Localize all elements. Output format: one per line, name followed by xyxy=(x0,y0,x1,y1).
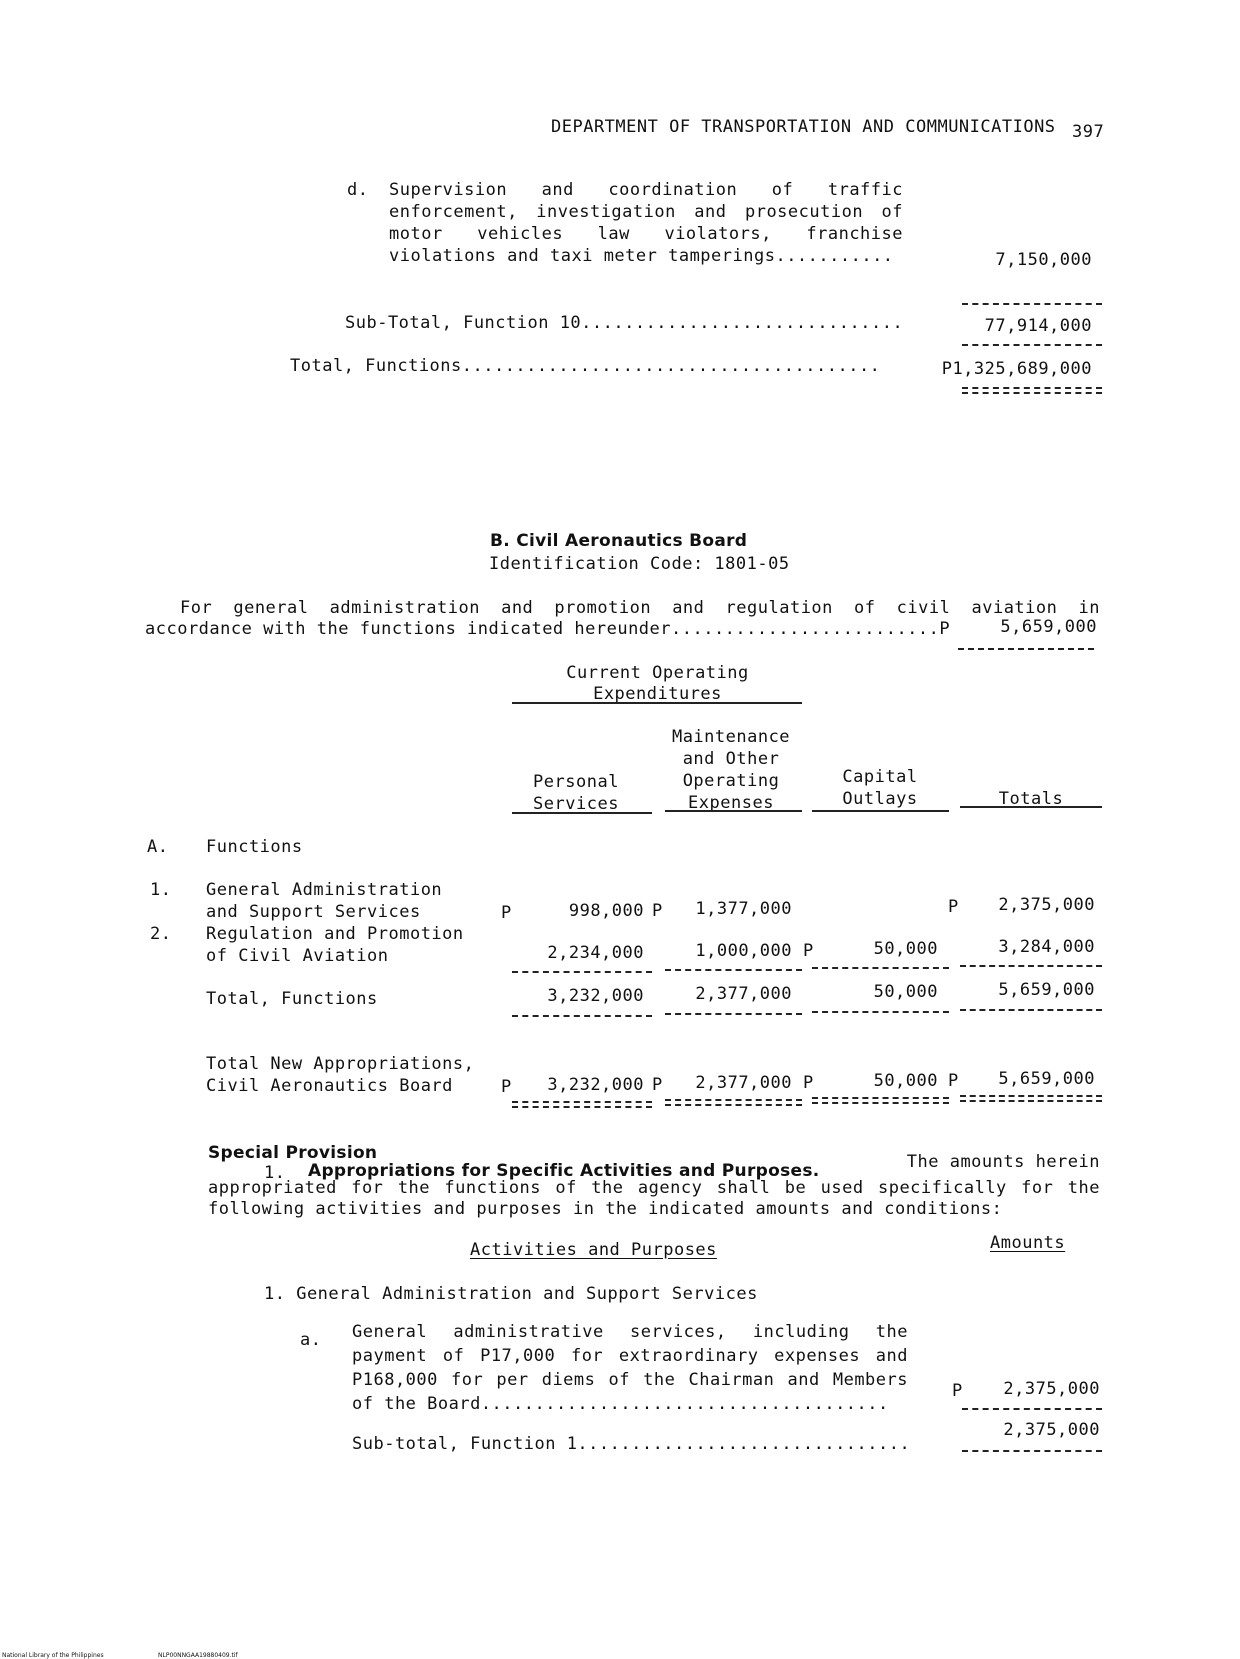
rule-dashed xyxy=(812,1011,949,1013)
total-functions-mooe: 2,377,000 xyxy=(695,984,792,1004)
item-d-line-2: enforcement, investigation and prosecution of xyxy=(389,202,903,222)
col-capital-line-1: Capital xyxy=(842,767,918,787)
total-new-label-2: Civil Aeronautics Board xyxy=(206,1076,453,1096)
total-functions-total: 5,659,000 xyxy=(998,980,1095,1000)
sp-item-a-line-3: P168,000 for per diems of the Chairman and Members xyxy=(352,1370,908,1390)
group-header-rule xyxy=(512,702,802,704)
rule-dashed xyxy=(958,648,1094,650)
rule-double xyxy=(962,387,1102,394)
rule-dashed xyxy=(960,965,1102,967)
sp-item-a-line-4: of the Board...................................... xyxy=(352,1394,889,1414)
section-b-code: Identification Code: 1801-05 xyxy=(489,554,790,574)
total-functions-amount: P1,325,689,000 xyxy=(941,359,1092,379)
item-d-line-1: Supervision and coordination of traffic xyxy=(389,180,903,200)
sp-item-a-amount: 2,375,000 xyxy=(1003,1379,1100,1399)
row-1-num: 1. xyxy=(150,880,172,900)
row-1-total: 2,375,000 xyxy=(998,895,1095,915)
col-mooe-line-3: Operating xyxy=(682,771,780,791)
group-header-line-2: Expenditures xyxy=(593,684,722,704)
item-d-line-3: motor vehicles law violators, franchise xyxy=(389,224,903,244)
rule-dashed xyxy=(812,967,949,969)
total-new-total-p: P xyxy=(948,1071,959,1091)
special-provision-line-3: following activities and purposes in the indicated amounts and conditions: xyxy=(208,1199,1003,1219)
rule-dashed xyxy=(962,1450,1102,1452)
sp-subtotal-label: Sub-total, Function 1............................... xyxy=(352,1434,911,1454)
item-d-letter: d. xyxy=(347,180,369,200)
col-capital-line-2: Outlays xyxy=(842,789,918,809)
page-number: 397 xyxy=(1072,122,1105,142)
total-new-personal-p: P xyxy=(501,1077,512,1097)
total-functions-capital: 50,000 xyxy=(873,982,938,1002)
rule-dashed xyxy=(512,1015,652,1017)
total-functions-label: Total, Functions....................................... xyxy=(290,356,881,376)
rule-dashed xyxy=(512,971,652,973)
col-mooe-line-1: Maintenance xyxy=(671,727,791,747)
section-b-intro-line-2: accordance with the functions indicated hereunder.........................P xyxy=(145,619,951,639)
total-new-label-1: Total New Appropriations, xyxy=(206,1054,475,1074)
row-1-total-p: P xyxy=(948,897,959,917)
row-1-mooe: 1,377,000 xyxy=(695,899,792,919)
special-provision-title: Appropriations for Specific Activities and Purposes. xyxy=(308,1161,820,1181)
total-new-personal: 3,232,000 xyxy=(547,1075,644,1095)
header-rule-capital xyxy=(812,810,949,812)
total-new-mooe: 2,377,000 xyxy=(695,1073,792,1093)
row-1-label-1: General Administration xyxy=(206,880,443,900)
sp-item-a-line-2: payment of P17,000 for extraordinary expenses and xyxy=(352,1346,908,1366)
special-provision-heading: Special Provision xyxy=(208,1143,378,1163)
row-2-label-1: Regulation and Promotion xyxy=(206,924,464,944)
col-activities-purposes: Activities and Purposes xyxy=(470,1240,717,1260)
col-personal-line-1: Personal xyxy=(533,772,619,792)
section-a-letter: A. xyxy=(147,837,169,857)
subtotal-function-10-label: Sub-Total, Function 10.............................. xyxy=(345,313,904,333)
rule-dashed xyxy=(962,303,1102,305)
rule-dashed xyxy=(665,969,802,971)
rule-dashed xyxy=(962,1408,1102,1410)
header-rule-personal xyxy=(512,812,652,814)
sp-item-a-p: P xyxy=(952,1381,963,1401)
sp-item-1: 1. General Administration and Support Services xyxy=(264,1284,758,1304)
item-d-amount: 7,150,000 xyxy=(995,250,1092,270)
row-2-mooe: 1,000,000 xyxy=(695,941,792,961)
total-new-total: 5,659,000 xyxy=(998,1069,1095,1089)
row-1-personal: 998,000 xyxy=(568,901,644,921)
rule-double xyxy=(512,1101,652,1108)
item-d-line-4: violations and taxi meter tamperings........... xyxy=(389,246,894,266)
running-header: DEPARTMENT OF TRANSPORTATION AND COMMUNICATIONS xyxy=(551,117,1056,137)
row-2-label-2: of Civil Aviation xyxy=(206,946,389,966)
row-2-capital: 50,000 xyxy=(873,939,938,959)
header-rule-totals xyxy=(960,806,1102,808)
col-personal-line-2: Services xyxy=(533,794,619,814)
section-b-title: B. Civil Aeronautics Board xyxy=(490,531,748,551)
rule-double xyxy=(960,1095,1102,1102)
footer-file: NLP00NNGAA19880409.tif xyxy=(158,1652,238,1659)
row-2-capital-p: P xyxy=(803,941,814,961)
footer-library: National Library of the Philippines xyxy=(2,1652,104,1659)
col-mooe-line-4: Expenses xyxy=(688,793,774,813)
sp-item-a-letter: a. xyxy=(300,1330,322,1350)
col-mooe-line-2: and Other xyxy=(682,749,780,769)
special-provision-line-1-rest: The amounts herein xyxy=(906,1152,1100,1172)
group-header-line-1: Current Operating xyxy=(566,663,749,683)
row-2-total: 3,284,000 xyxy=(998,937,1095,957)
rule-dashed xyxy=(960,1009,1102,1011)
section-b-intro-amount: 5,659,000 xyxy=(1000,617,1097,637)
section-b-intro-line-1: For general administration and promotion and regulation of civil aviation in xyxy=(180,598,1100,618)
row-1-personal-p: P xyxy=(501,903,512,923)
col-totals: Totals xyxy=(998,789,1064,809)
row-1-mooe-p: P xyxy=(652,901,663,921)
rule-dashed xyxy=(962,344,1102,346)
row-1-label-2: and Support Services xyxy=(206,902,421,922)
total-functions-personal: 3,232,000 xyxy=(547,986,644,1006)
rule-double xyxy=(812,1097,949,1104)
sp-subtotal-amount: 2,375,000 xyxy=(1003,1420,1100,1440)
special-provision-num: 1. xyxy=(264,1163,286,1183)
total-new-capital-p: P xyxy=(803,1073,814,1093)
total-new-capital: 50,000 xyxy=(873,1071,938,1091)
special-provision-line-2: appropriated for the functions of the agency shall be used specifically for the xyxy=(208,1178,1100,1198)
col-amounts: Amounts xyxy=(990,1233,1066,1253)
row-2-personal: 2,234,000 xyxy=(547,943,644,963)
sp-item-a-line-1: General administrative services, including the xyxy=(352,1322,908,1342)
row-2-num: 2. xyxy=(150,924,172,944)
header-rule-mooe xyxy=(665,810,802,812)
total-new-mooe-p: P xyxy=(652,1075,663,1095)
subtotal-function-10-amount: 77,914,000 xyxy=(984,316,1092,336)
rule-double xyxy=(665,1099,802,1106)
total-functions-row-label: Total, Functions xyxy=(206,989,378,1009)
rule-dashed xyxy=(665,1013,802,1015)
section-a-label: Functions xyxy=(206,837,303,857)
